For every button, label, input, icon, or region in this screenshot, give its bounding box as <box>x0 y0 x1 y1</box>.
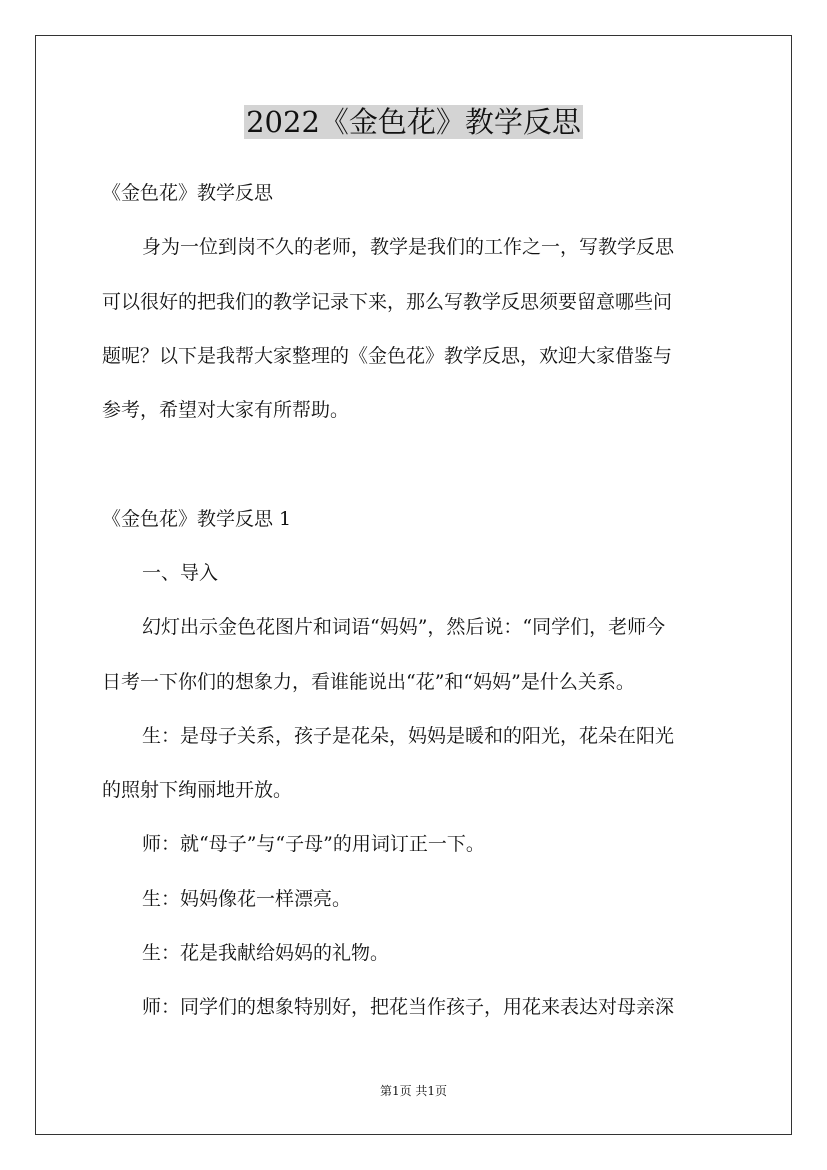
intro-line-2: 可以很好的把我们的教学记录下来，那么写教学反思须要留意哪些问 <box>102 291 673 313</box>
intro-line-1: 身为一位到岗不久的老师，教学是我们的工作之一，写教学反思 <box>142 236 675 258</box>
body-line-7: 生：妈妈像花一样漂亮。 <box>142 888 352 910</box>
body-line-2: 幻灯出示金色花图片和词语“妈妈”，然后说：“同学们，老师今 <box>142 616 666 638</box>
body-line-4: 生：是母子关系，孩子是花朵，妈妈是暖和的阳光，花朵在阳光 <box>142 725 675 747</box>
intro-line-3: 题呢？以下是我帮大家整理的《金色花》教学反思，欢迎大家借鉴与 <box>102 345 673 367</box>
document-title: 2022《金色花》教学反思 <box>246 105 581 139</box>
body-line-9: 师：同学们的想象特别好，把花当作孩子，用花来表达对母亲深 <box>142 996 675 1018</box>
body-line-8: 生：花是我献给妈妈的礼物。 <box>142 942 390 964</box>
page-footer: 第1页 共1页 <box>379 1084 448 1098</box>
body-line-6: 师：就“母子”与“子母”的用词订正一下。 <box>142 833 485 855</box>
section-heading: 《金色花》教学反思 1 <box>102 508 292 530</box>
body-line-3: 日考一下你们的想象力，看谁能说出“花”和“妈妈”是什么关系。 <box>102 671 635 693</box>
body-line-5: 的照射下绚丽地开放。 <box>102 779 293 801</box>
intro-line-4: 参考，希望对大家有所帮助。 <box>102 399 350 421</box>
document-subtitle: 《金色花》教学反思 <box>102 182 274 204</box>
body-line-1: 一、导入 <box>142 562 219 584</box>
